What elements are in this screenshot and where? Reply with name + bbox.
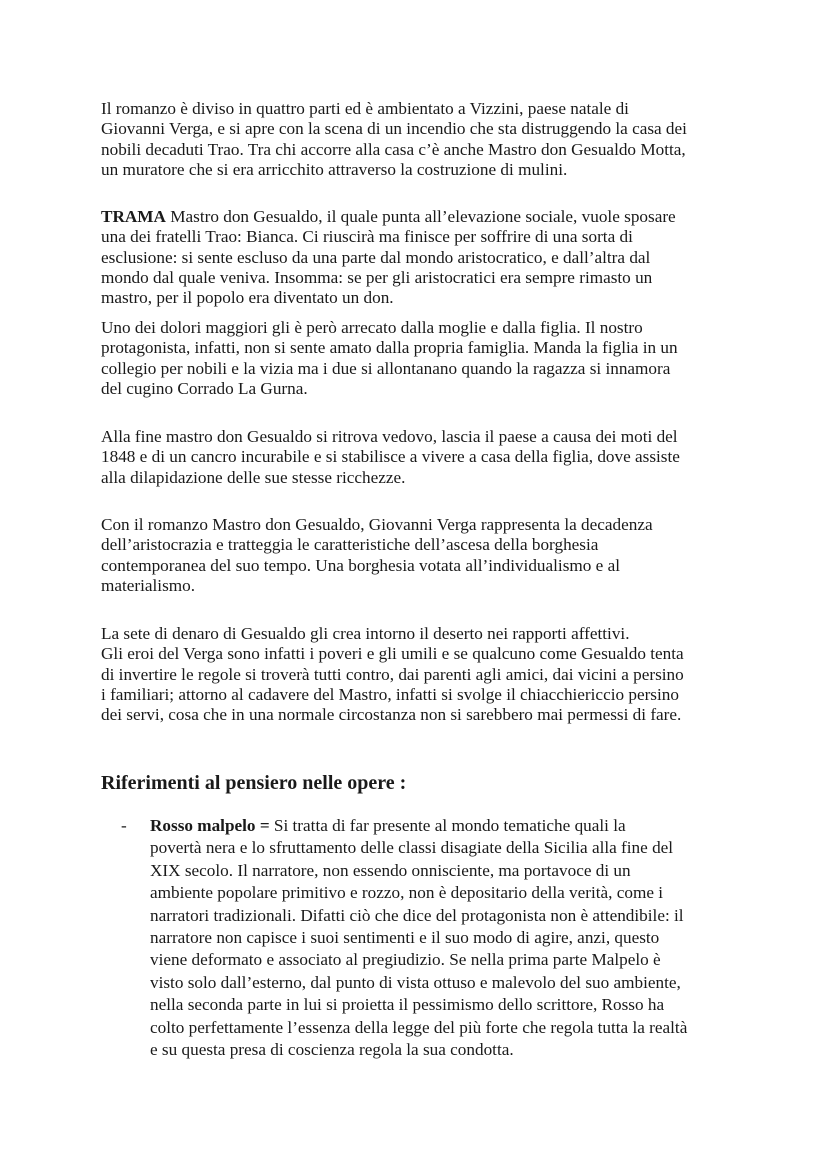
rosso-malpelo-body: Si tratta di far presente al mondo tematiche quali la povertà nera e lo sfruttamento delle classi disagiate della Sicilia alla fine del XIX secolo. Il narratore, non essendo onnisciente, ma portavoce di un ambiente popolare primitivo e rozzo, non è depositario della verità, come i narratori tradizionali. Difatti ciò che dice del protagonista non è attendibile: il narratore non capisce i suoi sentimenti e il suo modo di agire, anzi, questo viene deformato e associato al pregiudizio. Se nella prima parte Malpelo è visto solo dall’esterno, dal punto di vista ottuso e malevolo del suo ambiente, nella seconda parte in lui si proietta il pessimismo dello scrittore, Rosso ha colto perfettamente l’essenza della legge del più forte che regola tutta la realtà e su questa presa di coscienza regola la sua condotta. (150, 816, 688, 1060)
decadenza-paragraph: Con il romanzo Mastro don Gesualdo, Giovanni Verga rappresenta la decadenza dell’aristocrazia e tratteggia le caratteristiche dell’ascesa della borghesia contemporanea del suo tempo. Una borghesia votata all’individualismo e al materialismo. (101, 515, 653, 595)
bullet-marker: - (121, 816, 127, 835)
sete-paragraph: La sete di denaro di Gesualdo gli crea intorno il deserto nei rapporti affettivi. Gli eroi del Verga sono infatti i poveri e gli umili e se qualcuno come Gesualdo tenta di invertire le regole si troverà tutti contro, dai parenti agli amici, dai vicini a persino i familiari; attorno al cadavere del Mastro, infatti si svolge il chiacchiericcio persino dei servi, cosa che in una normale circostanza non si sarebbero mai permessi di fare. (101, 624, 684, 725)
intro-paragraph: Il romanzo è diviso in quattro parti ed è ambientato a Vizzini, paese natale di Giovanni Verga, e si apre con la scena di un incendio che sta distruggendo la casa dei nobili decaduti Trao. Tra chi accorre alla casa c’è anche Mastro don Gesualdo Motta, un muratore che si era arricchito attraverso la costruzione di mulini. (101, 99, 687, 179)
rosso-malpelo-text (150, 815, 740, 1061)
trama-text: Mastro don Gesualdo, il quale punta all’elevazione sociale, vuole sposare una dei fratelli Trao: Bianca. Ci riuscirà ma finisce per soffrire di una sorta di esclusione: si sente escluso da una parte dal mondo aristocratico, e dall’altra dal mondo dal quale veniva. Insomma: se per gli aristocratici era sempre rimasto un mastro, per il popolo era diventato un don. (101, 207, 676, 308)
trama-label: TRAMA (101, 207, 166, 226)
dolori-paragraph: Uno dei dolori maggiori gli è però arrecato dalla moglie e dalla figlia. Il nostro protagonista, infatti, non si sente amato dalla propria famiglia. Manda la figlia in un collegio per nobili e la vizia ma i due si allontanano quando la ragazza si innamora del cugino Corrado La Gurna. (101, 318, 678, 398)
rosso-malpelo-label: Rosso malpelo = (150, 816, 270, 835)
section-heading: Riferimenti al pensiero nelle opere : (101, 772, 407, 794)
trama-paragraph (101, 207, 741, 308)
fine-paragraph: Alla fine mastro don Gesualdo si ritrova vedovo, lascia il paese a causa dei moti del 1848 e di un cancro incurabile e si stabilisce a vivere a casa della figlia, dove assiste alla dilapidazione delle sue stesse ricchezze. (101, 427, 680, 487)
